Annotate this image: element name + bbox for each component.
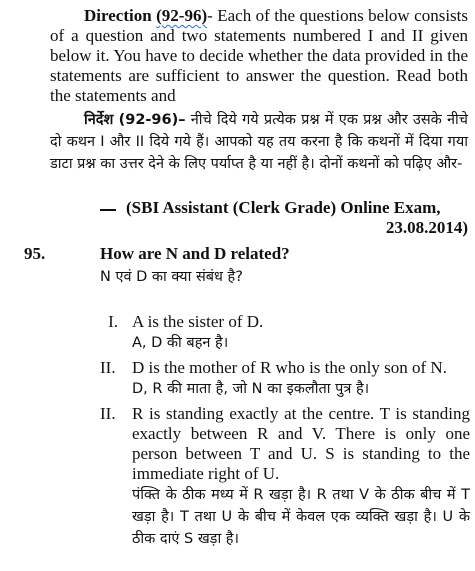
direction-block <box>50 6 468 175</box>
question-text <box>100 244 468 288</box>
direction-label: Direction <box>84 6 152 25</box>
question-number: 95. <box>24 244 46 263</box>
statement-3 <box>100 404 468 564</box>
question-english: How are N and D related? <box>100 244 290 263</box>
statement-numeral: II. <box>100 358 116 377</box>
statement-1 <box>100 312 468 356</box>
direction-dash: - <box>207 6 213 25</box>
statement-2 <box>100 358 468 402</box>
statement-english: R is standing exactly at the centre. T is standing exactly between R and V. There is only one person between T and U. S is standing to the immediate right of U. <box>132 404 470 483</box>
exam-source <box>100 198 468 238</box>
direction-hindi-range: (92-96)– <box>118 112 186 128</box>
direction-hindi-text: नीचे दिये गये प्रत्येक प्रश्न में एक प्रश्न और उसके नीचे दो कथन I और II दिये गये हैं। आपको यह तय करना है कि कथनों में दिया गया डाटा प्रश्न का उत्तर देने के लिए पर्याप्त है या नहीं है। दोनों कथनों को पढ़िए और- <box>50 112 468 172</box>
statement-hindi: A, D की बहन है। <box>132 335 229 351</box>
statement-hindi: D, R की माता है, जो N का इकलौता पुत्र है। <box>132 381 370 397</box>
statement-hindi: पंक्ति के ठीक मध्य में R खड़ा है। R तथा V के ठीक बीच में T खड़ा है। T तथा U के बीच में केवल एक व्यक्ति खड़ा है। U के ठीक दाएं S खड़ा है। <box>132 487 470 547</box>
exam-source-line2: 23.08.2014) <box>385 218 468 237</box>
statement-english: A is the sister of D. <box>132 312 264 331</box>
direction-range: (92-96) <box>156 6 208 25</box>
blank-line <box>100 209 116 211</box>
direction-english <box>50 6 468 106</box>
statement-english: D is the mother of R who is the only son of N. <box>132 358 447 377</box>
statement-numeral: II. <box>100 404 116 423</box>
direction-text: Each of the questions below consists of a question and two statements numbered I and II given below it. You have to decide whether the data provided in the statements are sufficient to answer the question. Read both the statements and <box>50 6 468 105</box>
statement-numeral: I. <box>108 312 118 331</box>
direction-hindi-label: निर्देश <box>84 112 114 128</box>
question-hindi: N एवं D का क्या संबंध है? <box>100 269 243 285</box>
direction-hindi <box>50 109 468 175</box>
exam-source-line1: (SBI Assistant (Clerk Grade) Online Exam, <box>126 198 441 217</box>
